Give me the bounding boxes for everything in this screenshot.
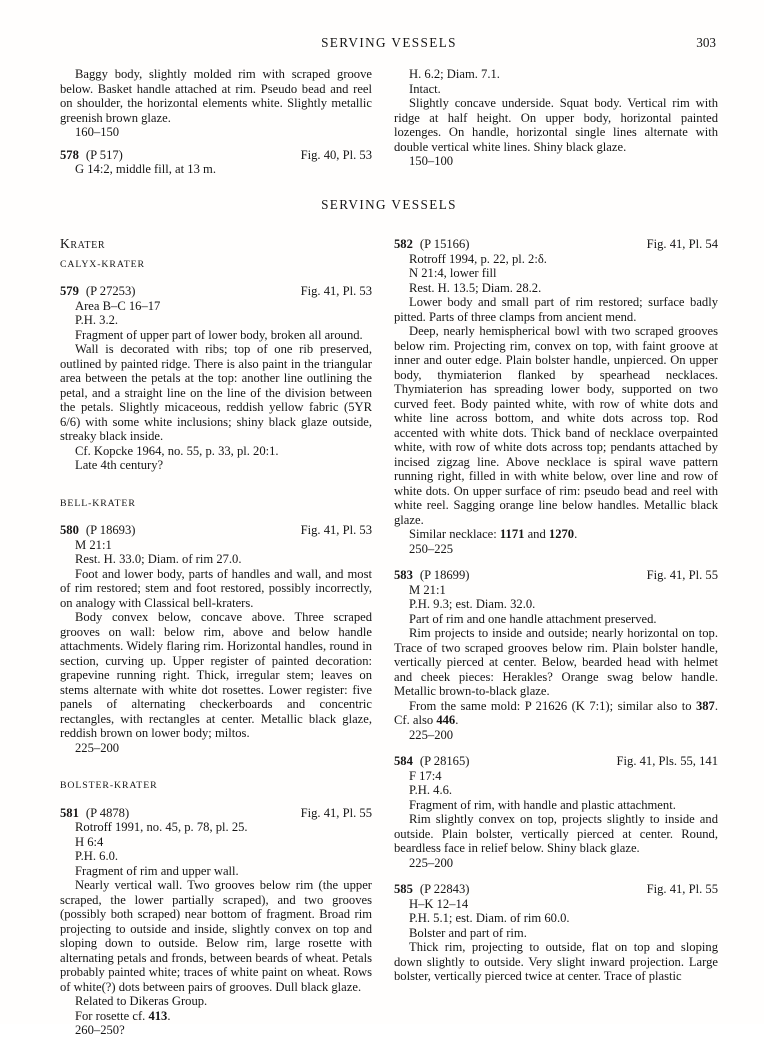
entry-number: 578: [60, 147, 79, 162]
entry-detail: P.H. 6.0.: [75, 849, 119, 863]
entry-inventory: (P 22843): [419, 882, 470, 896]
catalog-cross-ref-number: 446: [436, 713, 456, 727]
cross-ref-text: From the same mold: P 21626 (K 7:1); similar also to: [409, 698, 696, 713]
entry-detail: G 14:2, middle fill, at 13 m.: [75, 162, 216, 176]
left-column: [60, 237, 372, 1038]
entry-detail: Area B–C 16–17: [75, 298, 161, 313]
top-continuation-block: [60, 67, 718, 177]
entry-paragraph: Related to Dikeras Group.: [75, 994, 208, 1008]
entry-reference: Cf. Kopcke 1964, no. 55, p. 33, pl. 20:1.: [75, 443, 279, 458]
page-number: 303: [696, 35, 716, 50]
cross-ref-text: Similar necklace:: [409, 527, 500, 541]
figure-reference: Fig. 41, Pl. 54: [646, 237, 718, 251]
main-catalog-block: [60, 237, 718, 1038]
catalog-cross-ref-number: 1171: [499, 527, 525, 541]
entry-inventory: (P 15166): [419, 237, 470, 251]
figure-reference: Fig. 41, Pl. 55: [300, 805, 372, 820]
cross-ref-text: .: [574, 527, 578, 541]
cross-ref-text: and: [524, 527, 549, 541]
entry-inventory: (P 27253): [85, 284, 136, 298]
entry-paragraph: Slightly concave underside. Squat body. Vertical rim with ridge at half height. On upper body, horizontal painted lozenges. On handle, horizontal single lines alternate with double vertical white lines. Shiny black glaze.: [394, 96, 718, 154]
entry-detail: P.H. 5.1; est. Diam. of rim 60.0.: [409, 911, 570, 925]
entry-number: 582: [394, 237, 413, 251]
entry-paragraph: Nearly vertical wall. Two grooves below rim (the upper scraped, the lower partially scraped), and two grooves (possibly both scraped) near bottom of fragment. Broad rim projecting to outside and inside, slightly convex on top and sloping down to outside. Below rim, large rosette with alternating petals and fronds, between beards of wheat. Petals probably painted white; traces of white paint on wheat. Rows of white(?) dots between pairs of grooves. Dull black glaze.: [60, 878, 372, 994]
date-range: 160–150: [75, 125, 120, 139]
entry-id: [60, 284, 135, 299]
cross-ref-text: . Cf. also: [394, 698, 718, 727]
entry-number: 585: [394, 882, 413, 896]
date-range: 225–200: [409, 727, 454, 742]
running-head: [60, 35, 718, 53]
entry-header: [394, 882, 718, 897]
entry-paragraph: Deep, nearly hemispherical bowl with two scraped grooves below rim. Projecting rim, convex on top, with faint groove at inner and outer edge. Plain bolster handle, unpierced. On upper body, thymiaterion flanked by spearhead necklaces. Thymiaterion has spreading lower body, supported on two curved feet. Body painted white, with row of white dots and white line across bottom, and white dots across top. Rod accented with white dots. Thick band of necklace overpainted white, with row of white dots across top; pendants attached by incised zigzag line. Above necklace is spiral wave pattern running right, filled in with white below, over line and row of white dots. On upper surface of rim: pseudo bead and reel with white reel. Sagging orange line below handles. Metallic black glaze.: [394, 324, 718, 527]
entry-number: 579: [60, 284, 79, 298]
date-range: 225–200: [409, 855, 454, 870]
entry-paragraph: Part of rim and one handle attachment preserved.: [409, 611, 657, 626]
entry-number: 581: [60, 805, 79, 820]
entry-paragraph: Wall is decorated with ribs; top of one rib preserved, outlined by painted ridge. There is also paint in the triangular area between the petals at the top: another line outlining the petal, and a straight line on the line of the division between the petals. Slightly micaceous, reddish yellow fabric (5YR 6/6) with some white inclusions; shiny black glaze outside, streaky black inside.: [60, 342, 372, 443]
entry-paragraph: Rim slightly convex on top, projects slightly to inside and outside. Plain bolster, vertically pierced at center. Round, beardless face in relief below. Shiny black glaze.: [394, 812, 718, 855]
entry-cross-reference: [394, 699, 718, 728]
entry-header: [60, 523, 372, 538]
figure-reference: Fig. 41, Pl. 55: [646, 882, 718, 896]
entry-detail: M 21:1: [409, 582, 446, 597]
date-range: 260–250?: [75, 1023, 125, 1037]
entry-id: [60, 523, 135, 538]
right-column: [394, 237, 718, 1038]
entry-id: [394, 237, 469, 252]
entry-inventory: (P 28165): [419, 754, 470, 768]
entry-bibliography: Rotroff 1994, p. 22, pl. 2:δ.: [409, 251, 547, 266]
entry-id: [394, 882, 469, 897]
entry-detail: P.H. 3.2.: [75, 313, 119, 327]
running-head-title: SERVING VESSELS: [321, 35, 457, 50]
entry-number: 580: [60, 523, 79, 537]
entry-number: 583: [394, 568, 413, 582]
subcategory-heading-calyx-krater: CALYX-KRATER: [60, 258, 145, 270]
top-left-column: [60, 67, 372, 177]
cross-ref-text: .: [167, 1008, 171, 1023]
entry-id: [394, 568, 469, 583]
entry-detail: H–K 12–14: [409, 896, 469, 911]
entry-detail: P.H. 9.3; est. Diam. 32.0.: [409, 597, 536, 611]
entry-detail: Rest. H. 13.5; Diam. 28.2.: [409, 280, 542, 295]
entry-detail: Rest. H. 33.0; Diam. of rim 27.0.: [75, 552, 242, 566]
entry-cross-reference: [60, 1009, 372, 1024]
entry-inventory: (P 18693): [85, 523, 136, 537]
entry-paragraph: Foot and lower body, parts of handles and wall, and most of rim restored; stem and foot restored, possibly incorrectly, on analogy with Classical bell-kraters.: [60, 566, 372, 610]
entry-detail: H 6:4: [75, 834, 104, 849]
cross-ref-text: For rosette cf.: [75, 1008, 149, 1023]
entry-bibliography: Rotroff 1991, no. 45, p. 78, pl. 25.: [75, 820, 248, 834]
figure-reference: Fig. 41, Pls. 55, 141: [616, 754, 718, 768]
entry-detail: P.H. 4.6.: [409, 783, 453, 797]
entry-paragraph: Fragment of rim and upper wall.: [75, 863, 239, 878]
category-heading-krater: Krater: [60, 236, 106, 251]
entry-detail: H. 6.2; Diam. 7.1.: [409, 67, 500, 81]
subcategory-heading-bolster-krater: BOLSTER-KRATER: [60, 780, 158, 791]
entry-header: [60, 148, 372, 163]
catalog-entry-582: [394, 237, 718, 556]
entry-cross-reference: [394, 527, 718, 542]
entry-inventory: (P 4878): [85, 805, 130, 820]
catalog-entry-583: [394, 568, 718, 742]
continuation-paragraph: Baggy body, slightly molded rim with scraped groove below. Basket handle attached at rim. Pseudo bead and reel on shoulder, the horizontal elements white. Slightly metallic greenish brown glaze.: [60, 67, 372, 125]
entry-paragraph: Fragment of upper part of lower body, broken all around.: [75, 327, 363, 342]
entry-paragraph: Lower body and small part of rim restored; surface badly pitted. Parts of three clamps from ancient mend.: [394, 295, 718, 324]
section-heading: SERVING VESSELS: [321, 197, 457, 212]
entry-header: [394, 754, 718, 769]
date-range: 250–225: [409, 541, 454, 556]
catalog-cross-ref-number: 1270: [548, 527, 575, 541]
entry-header: [60, 284, 372, 299]
figure-reference: Fig. 40, Pl. 53: [300, 147, 372, 162]
entry-paragraph: Fragment of rim, with handle and plastic attachment.: [409, 797, 676, 812]
entry-dating: Late 4th century?: [75, 458, 164, 472]
figure-reference: Fig. 41, Pl. 53: [300, 523, 372, 537]
entry-number: 584: [394, 754, 413, 768]
entry-detail: Bolster and part of rim.: [409, 925, 527, 940]
date-range: 150–100: [409, 154, 454, 168]
figure-reference: Fig. 41, Pl. 53: [300, 284, 372, 298]
entry-id: [394, 754, 469, 769]
catalog-entry-580: [60, 523, 372, 755]
entry-paragraph: Thick rim, projecting to outside, flat on top and sloping down slightly to outside. Very slight inward projection. Large bolster, vertically pierced twice at center. Trace of plastic: [394, 940, 718, 983]
entry-id: [60, 806, 129, 821]
entry-header: [60, 806, 372, 821]
catalog-cross-ref-number: 413: [148, 1008, 168, 1023]
entry-inventory: (P 517): [85, 147, 123, 162]
catalog-entry-579: [60, 284, 372, 473]
entry-detail: Intact.: [409, 81, 441, 96]
entry-detail: F 17:4: [409, 768, 442, 783]
entry-paragraph: Rim projects to inside and outside; nearly horizontal on top. Trace of two scraped grooves below rim. Plain bolster handle, vertically pierced at center. Below, bearded head with helmet and cheek pieces: Herakles? Orange swag below handle. Metallic brown-to-black glaze.: [394, 626, 718, 698]
subcategory-heading-bell-krater: BELL-KRATER: [60, 497, 136, 509]
catalog-entry-581: [60, 806, 372, 1038]
catalog-entry-584: [394, 754, 718, 870]
entry-header: [394, 568, 718, 583]
figure-reference: Fig. 41, Pl. 55: [646, 568, 718, 582]
entry-paragraph: Body convex below, concave above. Three scraped grooves on wall: below rim, above and below handle attachments. Widely flaring rim. Horizontal handles, round in section, curving up. Upper register of painted decoration: grapevine running right. Thick, irregular stem; leaves on stems alternate with white dot rosettes. Lower register: five panels of alternating checkerboards and concentric rectangles, with rectangles at center. Metallic black glaze, reddish brown on lower body; miltos.: [60, 610, 372, 740]
cross-ref-text: .: [455, 713, 459, 727]
top-right-column: [394, 67, 718, 177]
entry-header: [394, 237, 718, 252]
catalog-entry-585: [394, 882, 718, 984]
entry-detail: M 21:1: [75, 537, 112, 552]
date-range: 225–200: [75, 740, 120, 755]
catalog-entry-578: [60, 148, 372, 177]
entry-id: [60, 148, 123, 163]
catalog-cross-ref-number: 387: [695, 698, 715, 713]
entry-detail: N 21:4, lower fill: [409, 266, 497, 280]
entry-inventory: (P 18699): [419, 568, 470, 582]
